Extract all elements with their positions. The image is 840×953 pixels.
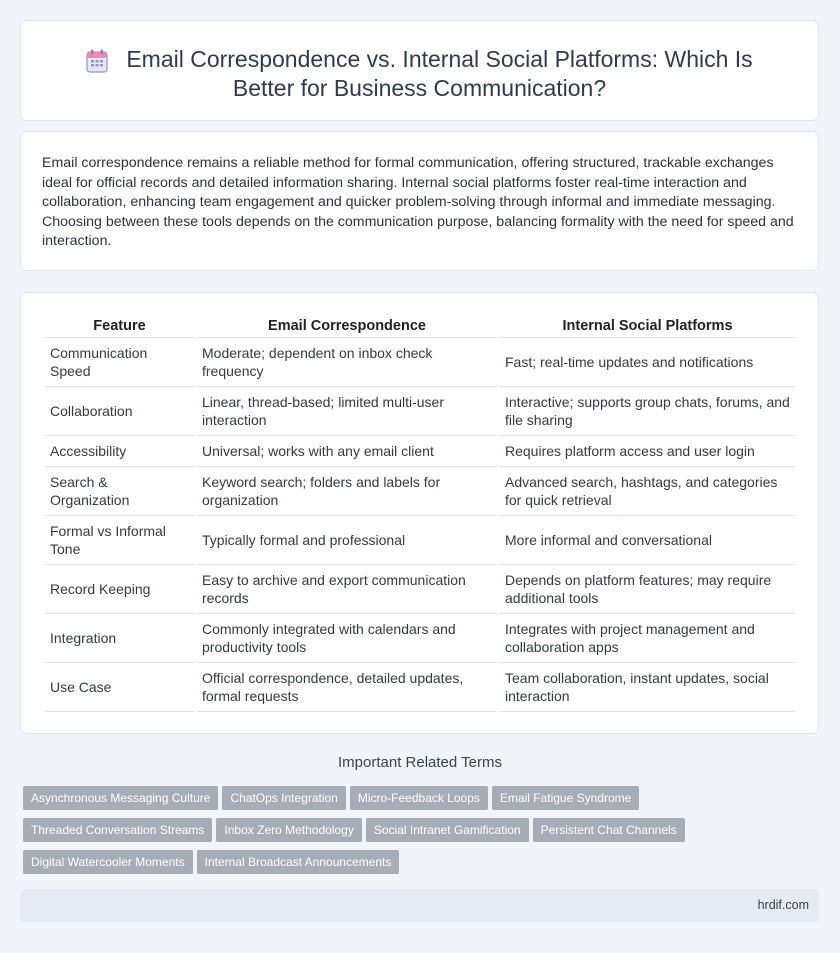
table-cell: Typically formal and professional — [197, 516, 497, 565]
table-row — [45, 516, 795, 565]
table-cell: Record Keeping — [45, 565, 194, 614]
table-cell: Moderate; dependent on inbox check frequency — [197, 338, 497, 387]
footer-bar — [20, 889, 819, 922]
page-title: Email Correspondence vs. Internal Social Platforms: Which Is Better for Business Communication? — [126, 46, 753, 101]
table-cell: Keyword search; folders and labels for organization — [197, 467, 497, 516]
column-header-feature: Feature — [45, 315, 194, 338]
table-cell: Depends on platform features; may require additional tools — [500, 565, 795, 614]
table-row — [45, 467, 795, 516]
term-tag[interactable]: Persistent Chat Channels — [533, 818, 685, 842]
table-cell: More informal and conversational — [500, 516, 795, 565]
table-cell: Communication Speed — [45, 338, 194, 387]
comparison-card — [20, 292, 819, 734]
table-cell: Team collaboration, instant updates, social interaction — [500, 663, 795, 712]
term-tag[interactable]: Internal Broadcast Announcements — [197, 850, 400, 874]
related-terms-list — [23, 786, 823, 882]
table-cell: Accessibility — [45, 436, 194, 467]
table-cell: Advanced search, hashtags, and categories for quick retrieval — [500, 467, 795, 516]
table-cell: Search & Organization — [45, 467, 194, 516]
term-tag[interactable]: Inbox Zero Methodology — [216, 818, 361, 842]
table-row — [45, 338, 795, 387]
table-cell: Requires platform access and user login — [500, 436, 795, 467]
table-cell: Universal; works with any email client — [197, 436, 497, 467]
table-cell: Collaboration — [45, 387, 194, 436]
column-header-social: Internal Social Platforms — [500, 315, 795, 338]
table-cell: Use Case — [45, 663, 194, 712]
table-row — [45, 614, 795, 663]
term-tag[interactable]: Micro-Feedback Loops — [350, 786, 488, 810]
table-cell: Easy to archive and export communication records — [197, 565, 497, 614]
title-wrap — [61, 45, 778, 103]
column-header-email: Email Correspondence — [197, 315, 497, 338]
table-header-row — [45, 315, 795, 338]
table-cell: Formal vs Informal Tone — [45, 516, 194, 565]
table-row — [45, 565, 795, 614]
term-tag[interactable]: Digital Watercooler Moments — [23, 850, 193, 874]
comparison-table — [42, 315, 798, 712]
table-row — [45, 436, 795, 467]
table-cell: Linear, thread-based; limited multi-user interaction — [197, 387, 497, 436]
table-row — [45, 387, 795, 436]
header-card — [20, 20, 819, 121]
intro-card — [20, 131, 819, 271]
intro-text: Email correspondence remains a reliable method for formal communication, offering structured, trackable exchanges ideal for official records and detailed information sharing. Internal social platforms foster real-time interaction and collaboration, enhancing team engagement and quicker problem-solving through informal and immediate messaging. Choosing between these tools depends on the communication purpose, balancing formality with the need for speed and interaction. — [42, 155, 794, 250]
term-tag[interactable]: Asynchronous Messaging Culture — [23, 786, 218, 810]
table-cell: Fast; real-time updates and notifications — [500, 338, 795, 387]
term-tag[interactable]: ChatOps Integration — [222, 786, 345, 810]
table-cell: Commonly integrated with calendars and productivity tools — [197, 614, 497, 663]
table-row — [45, 663, 795, 712]
table-cell: Interactive; supports group chats, forums, and file sharing — [500, 387, 795, 436]
term-tag[interactable]: Email Fatigue Syndrome — [492, 786, 639, 810]
footer-site-link[interactable]: hrdif.com — [757, 898, 809, 912]
term-tag[interactable]: Threaded Conversation Streams — [23, 818, 212, 842]
term-tag[interactable]: Social Intranet Gamification — [366, 818, 529, 842]
calendar-icon — [86, 49, 108, 73]
table-cell: Integrates with project management and collaboration apps — [500, 614, 795, 663]
table-cell: Integration — [45, 614, 194, 663]
table-cell: Official correspondence, detailed updates, formal requests — [197, 663, 497, 712]
related-terms-title: Important Related Terms — [338, 754, 502, 771]
